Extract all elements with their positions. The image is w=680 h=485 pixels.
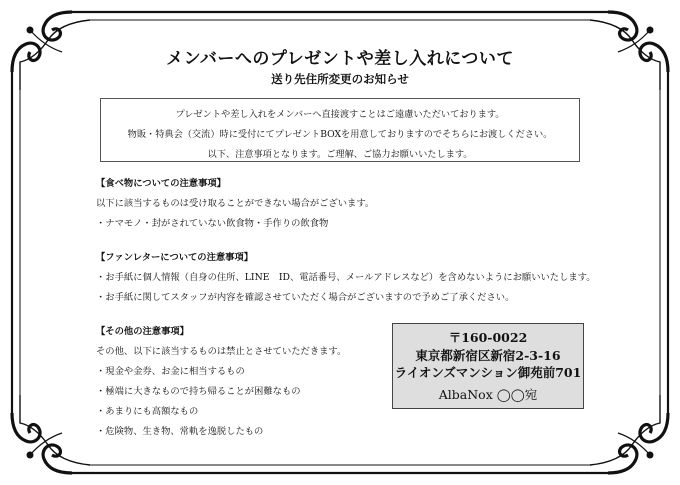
other-section bbox=[96, 322, 346, 442]
food-section-heading: 【食べ物についての注意事項】 bbox=[96, 178, 226, 189]
postal-code: 〒160-0022 bbox=[448, 330, 528, 345]
notice-line: 以下、注意事項となります。ご理解、ご協力お願いいたします。 bbox=[207, 149, 473, 160]
food-section bbox=[96, 174, 374, 234]
fan-letter-section bbox=[96, 248, 596, 308]
address-box bbox=[392, 323, 584, 409]
other-section-line: ・危険物、生き物、常軌を逸脱したもの bbox=[96, 426, 264, 437]
notice-line: プレゼントや差し入れをメンバーへ直接渡すことはご遠慮いただいております。 bbox=[175, 109, 505, 120]
other-section-line: ・極端に大きなもので持ち帰ることが困難なもの bbox=[96, 386, 301, 397]
other-section-line: その他、以下に該当するものは禁止とさせていただきます。 bbox=[96, 346, 347, 357]
fan-letter-section-line: ・お手紙に関してスタッフが内容を確認させていただく場合がございますので予めご了承ください。 bbox=[96, 292, 515, 303]
notice-box bbox=[100, 98, 580, 162]
other-section-line: ・あまりにも高額なもの bbox=[96, 406, 199, 417]
fan-letter-section-line: ・お手紙に個人情報（自身の住所、LINE ID、電話番号、メールアドレスなど）を含めないようにお願いいたします。 bbox=[96, 272, 596, 283]
food-section-line: ・ナマモノ・封がされていない飲食物・手作りの飲食物 bbox=[96, 218, 329, 229]
corner-ornament-bottom-left bbox=[12, 395, 90, 473]
recipient-name: AlbaNox ◯◯宛 bbox=[438, 386, 538, 402]
other-section-line: ・現金や金券、お金に相当するもの bbox=[96, 366, 245, 377]
address-line-1: 東京都新宿区新宿2-3-16 bbox=[415, 347, 561, 363]
notice-line: 物販・特典会（交流）時に受付にてプレゼントBOXを用意しておりますのでそちらにお渡しください。 bbox=[127, 129, 553, 140]
food-section-line: 以下に該当するものは受け取ることができない場合がございます。 bbox=[96, 198, 375, 209]
page-title: メンバーへのプレゼントや差し入れについて bbox=[166, 49, 514, 69]
address-line-2: ライオンズマンション御苑前701 bbox=[394, 365, 582, 380]
corner-ornament-bottom-right bbox=[590, 395, 668, 473]
other-section-heading: 【その他の注意事項】 bbox=[96, 326, 189, 337]
fan-letter-section-heading: 【ファンレターについての注意事項】 bbox=[96, 252, 254, 263]
page-subtitle: 送り先住所変更のお知らせ bbox=[271, 72, 409, 86]
